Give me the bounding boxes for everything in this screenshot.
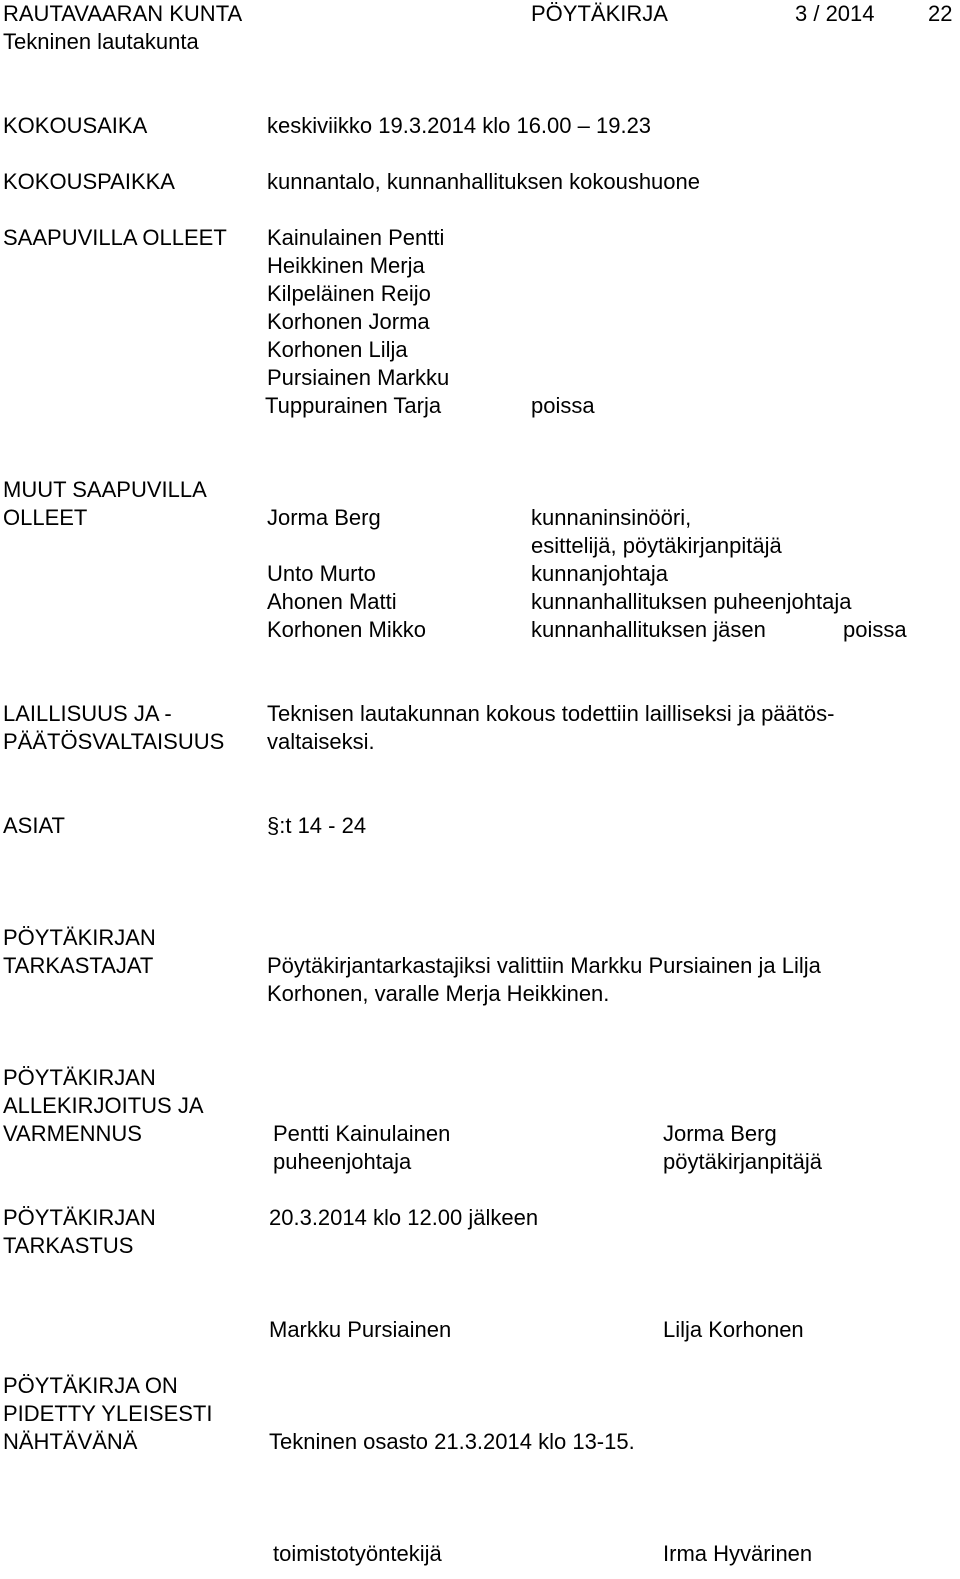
meeting-place-value: kunnantalo, kunnanhallituksen kokoushuone bbox=[267, 169, 700, 194]
secretary-signer-name: Jorma Berg bbox=[663, 1121, 777, 1146]
absence-note: poissa bbox=[843, 617, 907, 642]
checkers-text: Korhonen, varalle Merja Heikkinen. bbox=[267, 981, 610, 1006]
other-person-name: Unto Murto bbox=[267, 561, 376, 586]
others-present-label: MUUT SAAPUVILLA bbox=[3, 477, 207, 502]
document-type: PÖYTÄKIRJA bbox=[531, 1, 668, 26]
public-display-label: PÖYTÄKIRJA ON bbox=[3, 1373, 178, 1398]
board-name: Tekninen lautakunta bbox=[3, 29, 199, 54]
member-name: Heikkinen Merja bbox=[267, 253, 425, 278]
meeting-place-label: KOKOUSPAIKKA bbox=[3, 169, 175, 194]
member-name: Korhonen Jorma bbox=[267, 309, 430, 334]
legality-text: Teknisen lautakunnan kokous todettiin lailliseksi ja päätös- bbox=[267, 701, 835, 726]
other-person-role: kunnanhallituksen puheenjohtaja bbox=[531, 589, 852, 614]
matters-value: §:t 14 - 24 bbox=[267, 813, 367, 838]
public-display-value: Tekninen osasto 21.3.2014 klo 13-15. bbox=[269, 1429, 635, 1454]
legality-label: LAILLISUUS JA - bbox=[3, 701, 172, 726]
member-name: Pursiainen Markku bbox=[267, 365, 450, 390]
page-number: 22 bbox=[928, 1, 953, 26]
certifier-role: toimistotyöntekijä bbox=[273, 1541, 442, 1566]
member-name: Kilpeläinen Reijo bbox=[267, 281, 431, 306]
other-person-name: Korhonen Mikko bbox=[267, 617, 426, 642]
certifier-name: Irma Hyvärinen bbox=[663, 1541, 813, 1566]
other-person-name: Jorma Berg bbox=[267, 505, 381, 530]
public-display-label: PIDETTY YLEISESTI bbox=[3, 1401, 213, 1426]
signature-label: PÖYTÄKIRJAN bbox=[3, 1065, 156, 1090]
member-name: Tuppurainen Tarja bbox=[265, 393, 442, 418]
absence-note: poissa bbox=[531, 393, 595, 418]
member-name: Kainulainen Pentti bbox=[267, 225, 445, 250]
checkers-label: PÖYTÄKIRJAN bbox=[3, 925, 156, 950]
reviewer-name: Markku Pursiainen bbox=[269, 1317, 452, 1342]
public-display-label: NÄHTÄVÄNÄ bbox=[3, 1429, 138, 1454]
meeting-time-value: keskiviikko 19.3.2014 klo 16.00 – 19.23 bbox=[267, 113, 652, 138]
legality-text: valtaiseksi. bbox=[267, 729, 375, 754]
other-person-role: esittelijä, pöytäkirjanpitäjä bbox=[531, 533, 782, 558]
secretary-signer-role: pöytäkirjanpitäjä bbox=[663, 1149, 822, 1174]
signature-label: VARMENNUS bbox=[3, 1121, 142, 1146]
legality-label: PÄÄTÖSVALTAISUUS bbox=[3, 729, 225, 754]
signature-label: ALLEKIRJOITUS JA bbox=[3, 1093, 204, 1118]
meeting-time-label: KOKOUSAIKA bbox=[3, 113, 148, 138]
other-person-role: kunnaninsinööri, bbox=[531, 505, 692, 530]
matters-label: ASIAT bbox=[3, 813, 65, 838]
issue-number: 3 / 2014 bbox=[795, 1, 875, 26]
other-person-name: Ahonen Matti bbox=[267, 589, 397, 614]
review-label: PÖYTÄKIRJAN bbox=[3, 1205, 156, 1230]
reviewer-name: Lilja Korhonen bbox=[663, 1317, 804, 1342]
checkers-text: Pöytäkirjantarkastajiksi valittiin Markku Pursiainen ja Lilja bbox=[267, 953, 821, 978]
other-person-role: kunnanhallituksen jäsen bbox=[531, 617, 766, 642]
checkers-label: TARKASTAJAT bbox=[3, 953, 154, 978]
review-label: TARKASTUS bbox=[3, 1233, 134, 1258]
others-present-label: OLLEET bbox=[3, 505, 88, 530]
chair-signer-name: Pentti Kainulainen bbox=[273, 1121, 451, 1146]
present-label: SAAPUVILLA OLLEET bbox=[3, 225, 227, 250]
review-date: 20.3.2014 klo 12.00 jälkeen bbox=[269, 1205, 539, 1230]
other-person-role: kunnanjohtaja bbox=[531, 561, 669, 586]
chair-signer-role: puheenjohtaja bbox=[273, 1149, 412, 1174]
member-name: Korhonen Lilja bbox=[267, 337, 408, 362]
municipality-name: RAUTAVAARAN KUNTA bbox=[3, 1, 243, 26]
